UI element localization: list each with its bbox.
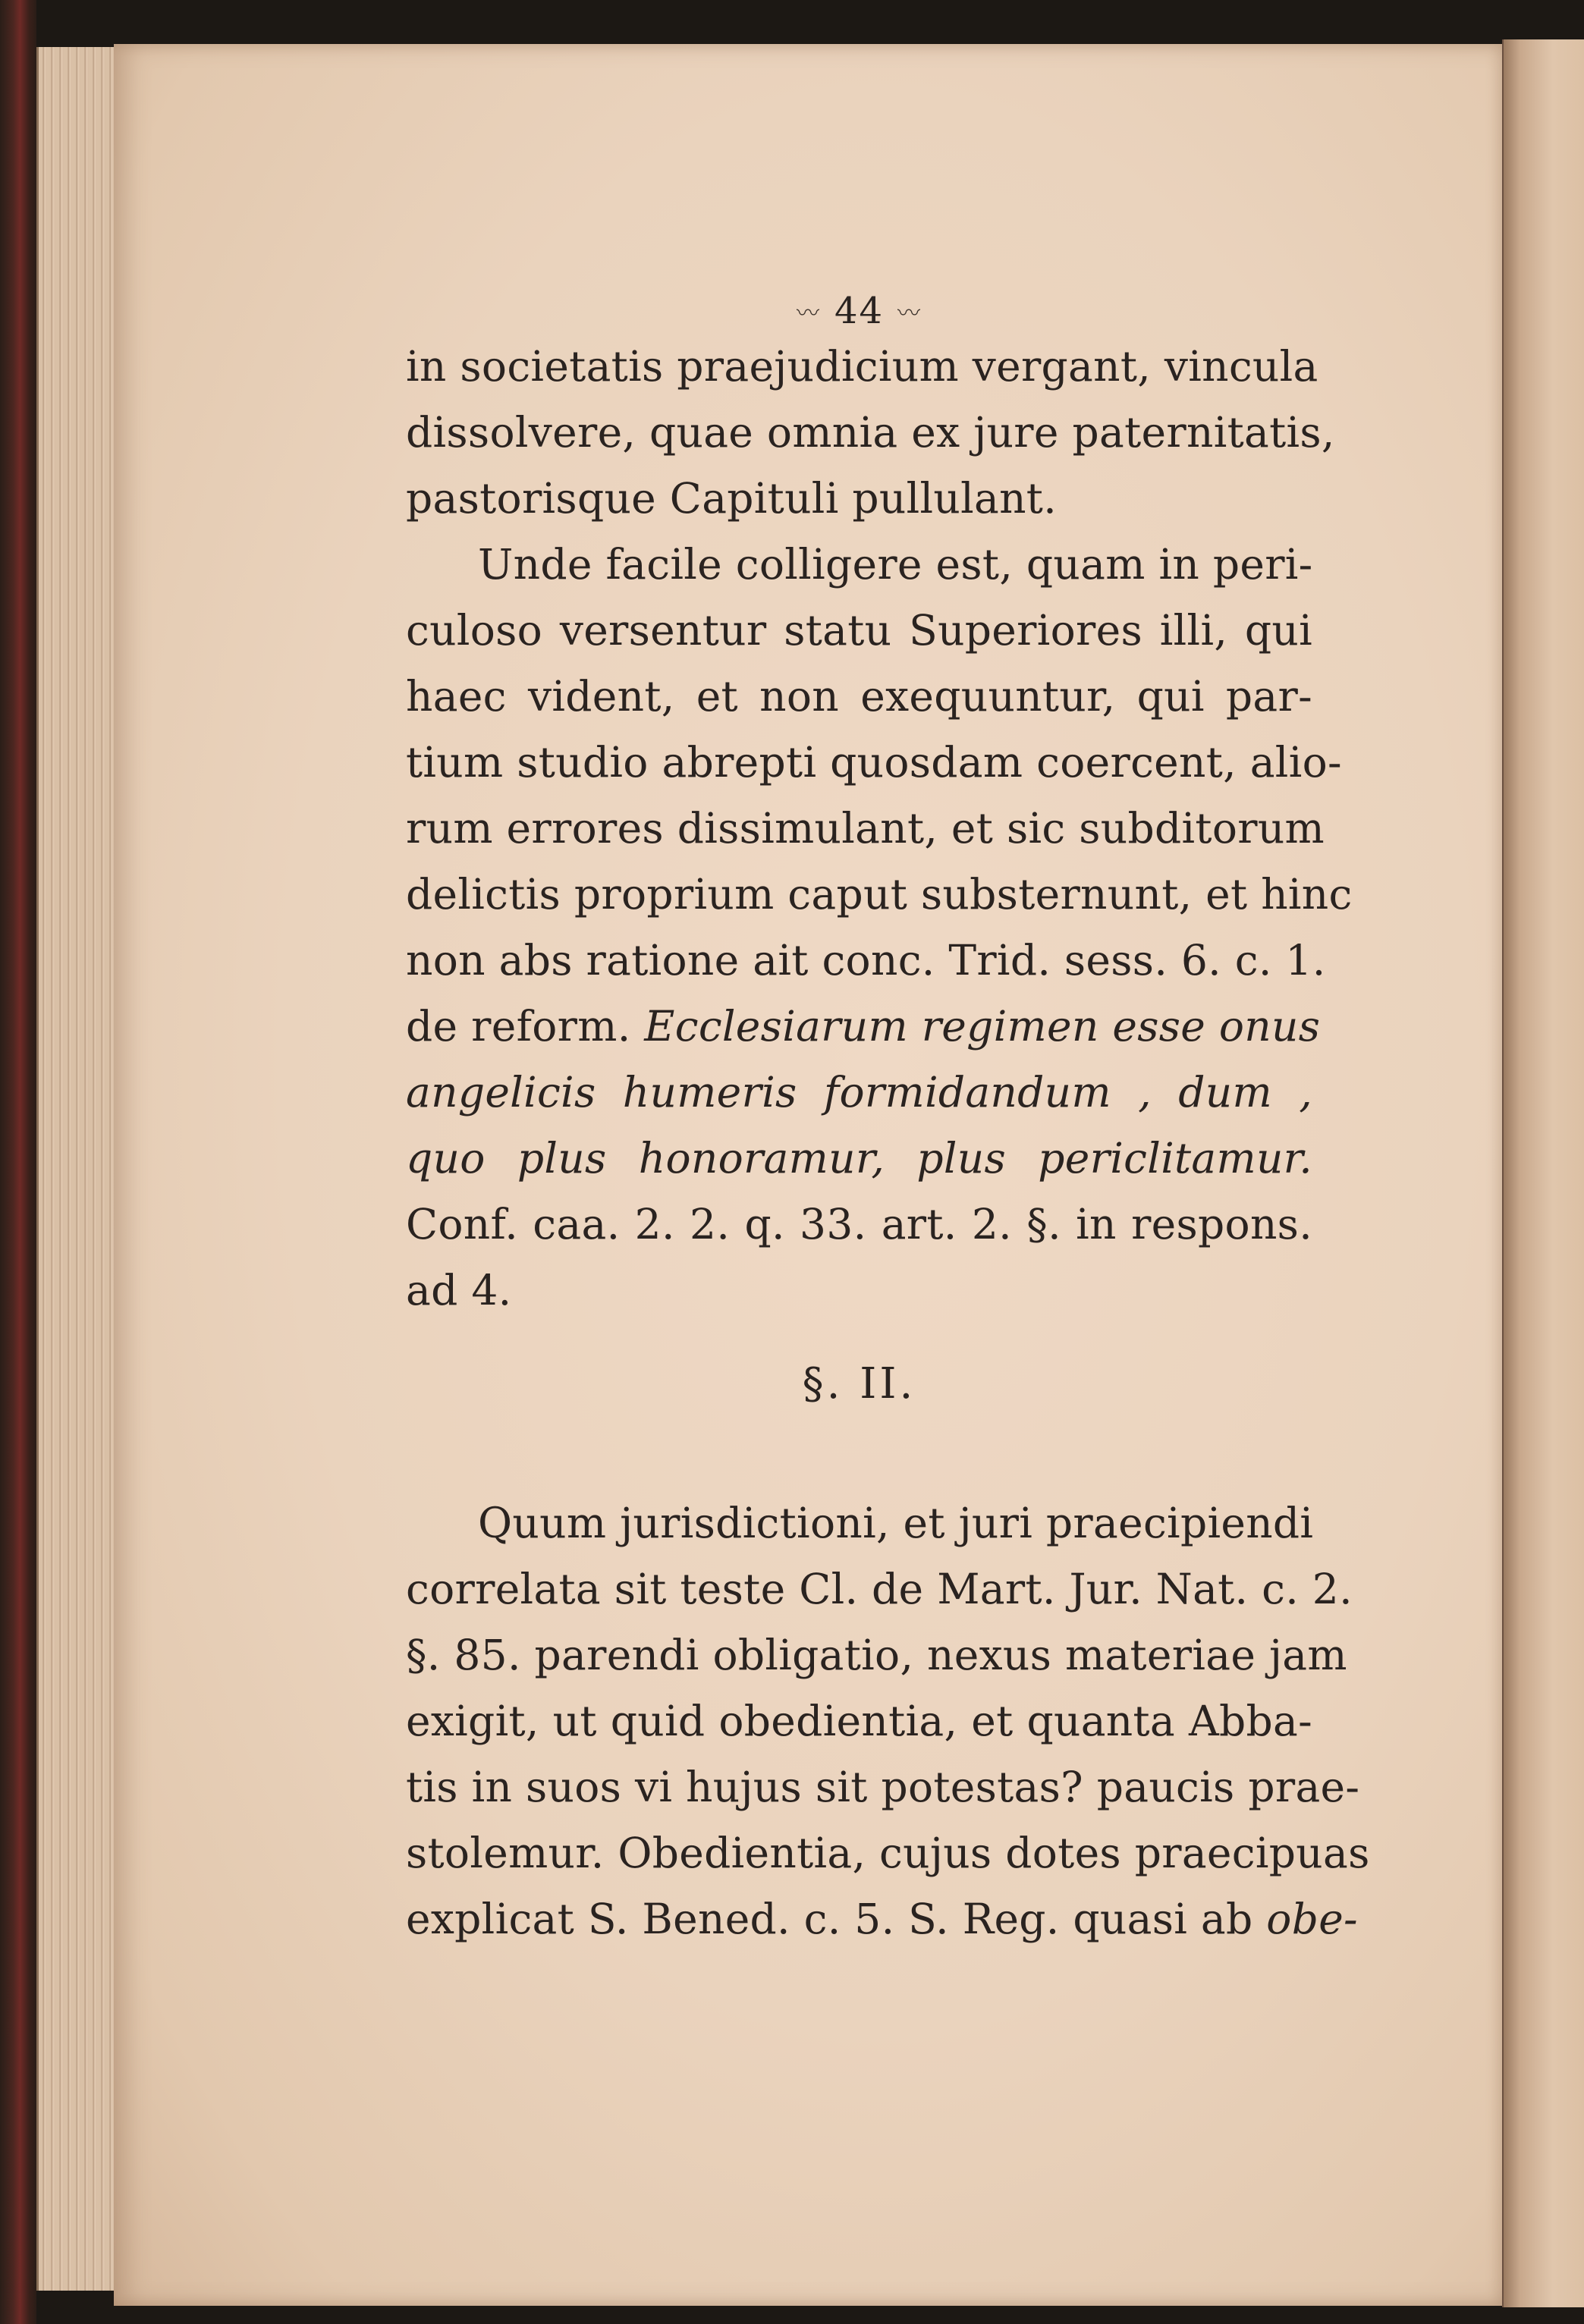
text-line: Conf. caa. 2. 2. q. 33. art. 2. §. in respons. (406, 1200, 1312, 1248)
text-line: in societatis praejudicium vergant, vincula (406, 342, 1318, 391)
text-line: pastorisque Capituli pullulant. (406, 474, 1057, 523)
text-line-italic (406, 1060, 1312, 1126)
text-line: dissolvere, quae omnia ex jure paternitatis, (406, 408, 1335, 457)
text-line-mixed (406, 994, 1321, 1060)
text-line: rum errores dissimulant, et sic subditorum (406, 804, 1325, 853)
roman-text: explicat S. Bened. c. 5. S. Reg. quasi ab (406, 1895, 1267, 1943)
text-line: haec vident, et non exequuntur, qui par- (406, 672, 1312, 721)
text-line: culoso versentur statu Superiores illi, qui (406, 606, 1312, 655)
italic-quote: angelicis humeris formidandum , dum , (406, 1068, 1312, 1116)
right-ornament: 〰 (897, 300, 922, 327)
italic-quote: quo plus honoramur, plus periclitamur. (406, 1134, 1312, 1182)
section-heading: §. II. (802, 1359, 916, 1409)
page-header (406, 288, 1312, 334)
book-binding (0, 0, 36, 2324)
italic-quote: Ecclesiarum regimen esse onus (644, 1002, 1321, 1051)
text-line: non abs ratione ait conc. Trid. sess. 6. c. 1. (406, 936, 1326, 985)
text-line-mixed (406, 1886, 1358, 1952)
paragraph-1 (406, 334, 1335, 532)
text-line: tium studio abrepti quosdam coercent, alio- (406, 738, 1342, 787)
paragraph-3 (406, 1490, 1370, 1952)
text-line: Quum jurisdictioni, et juri praecipiendi (478, 1499, 1314, 1547)
text-line: §. 85. parendi obligatio, nexus materiae jam (406, 1631, 1347, 1679)
text-line: ad 4. (406, 1266, 512, 1314)
page-text (406, 288, 1370, 1952)
text-line: exigit, ut quid obedientia, et quanta Abba- (406, 1697, 1312, 1745)
text-line: tis in suos vi hujus sit potestas? paucis prae- (406, 1763, 1360, 1811)
text-line: stolemur. Obedientia, cujus dotes praecipuas (406, 1829, 1370, 1877)
text-line: correlata sit teste Cl. de Mart. Jur. Nat. c. 2. (406, 1565, 1353, 1613)
roman-text: de reform. (406, 1002, 645, 1051)
text-line: Unde facile colligere est, quam in peri- (478, 540, 1313, 589)
text-line: delictis proprium caput substernunt, et hinc (406, 870, 1353, 919)
italic-text: obe- (1266, 1895, 1358, 1943)
facing-page-edge (1502, 39, 1584, 2307)
page-number: 44 (834, 290, 885, 332)
text-line-italic (406, 1126, 1312, 1192)
paragraph-2 (406, 532, 1353, 1324)
left-ornament: 〰 (796, 300, 821, 327)
